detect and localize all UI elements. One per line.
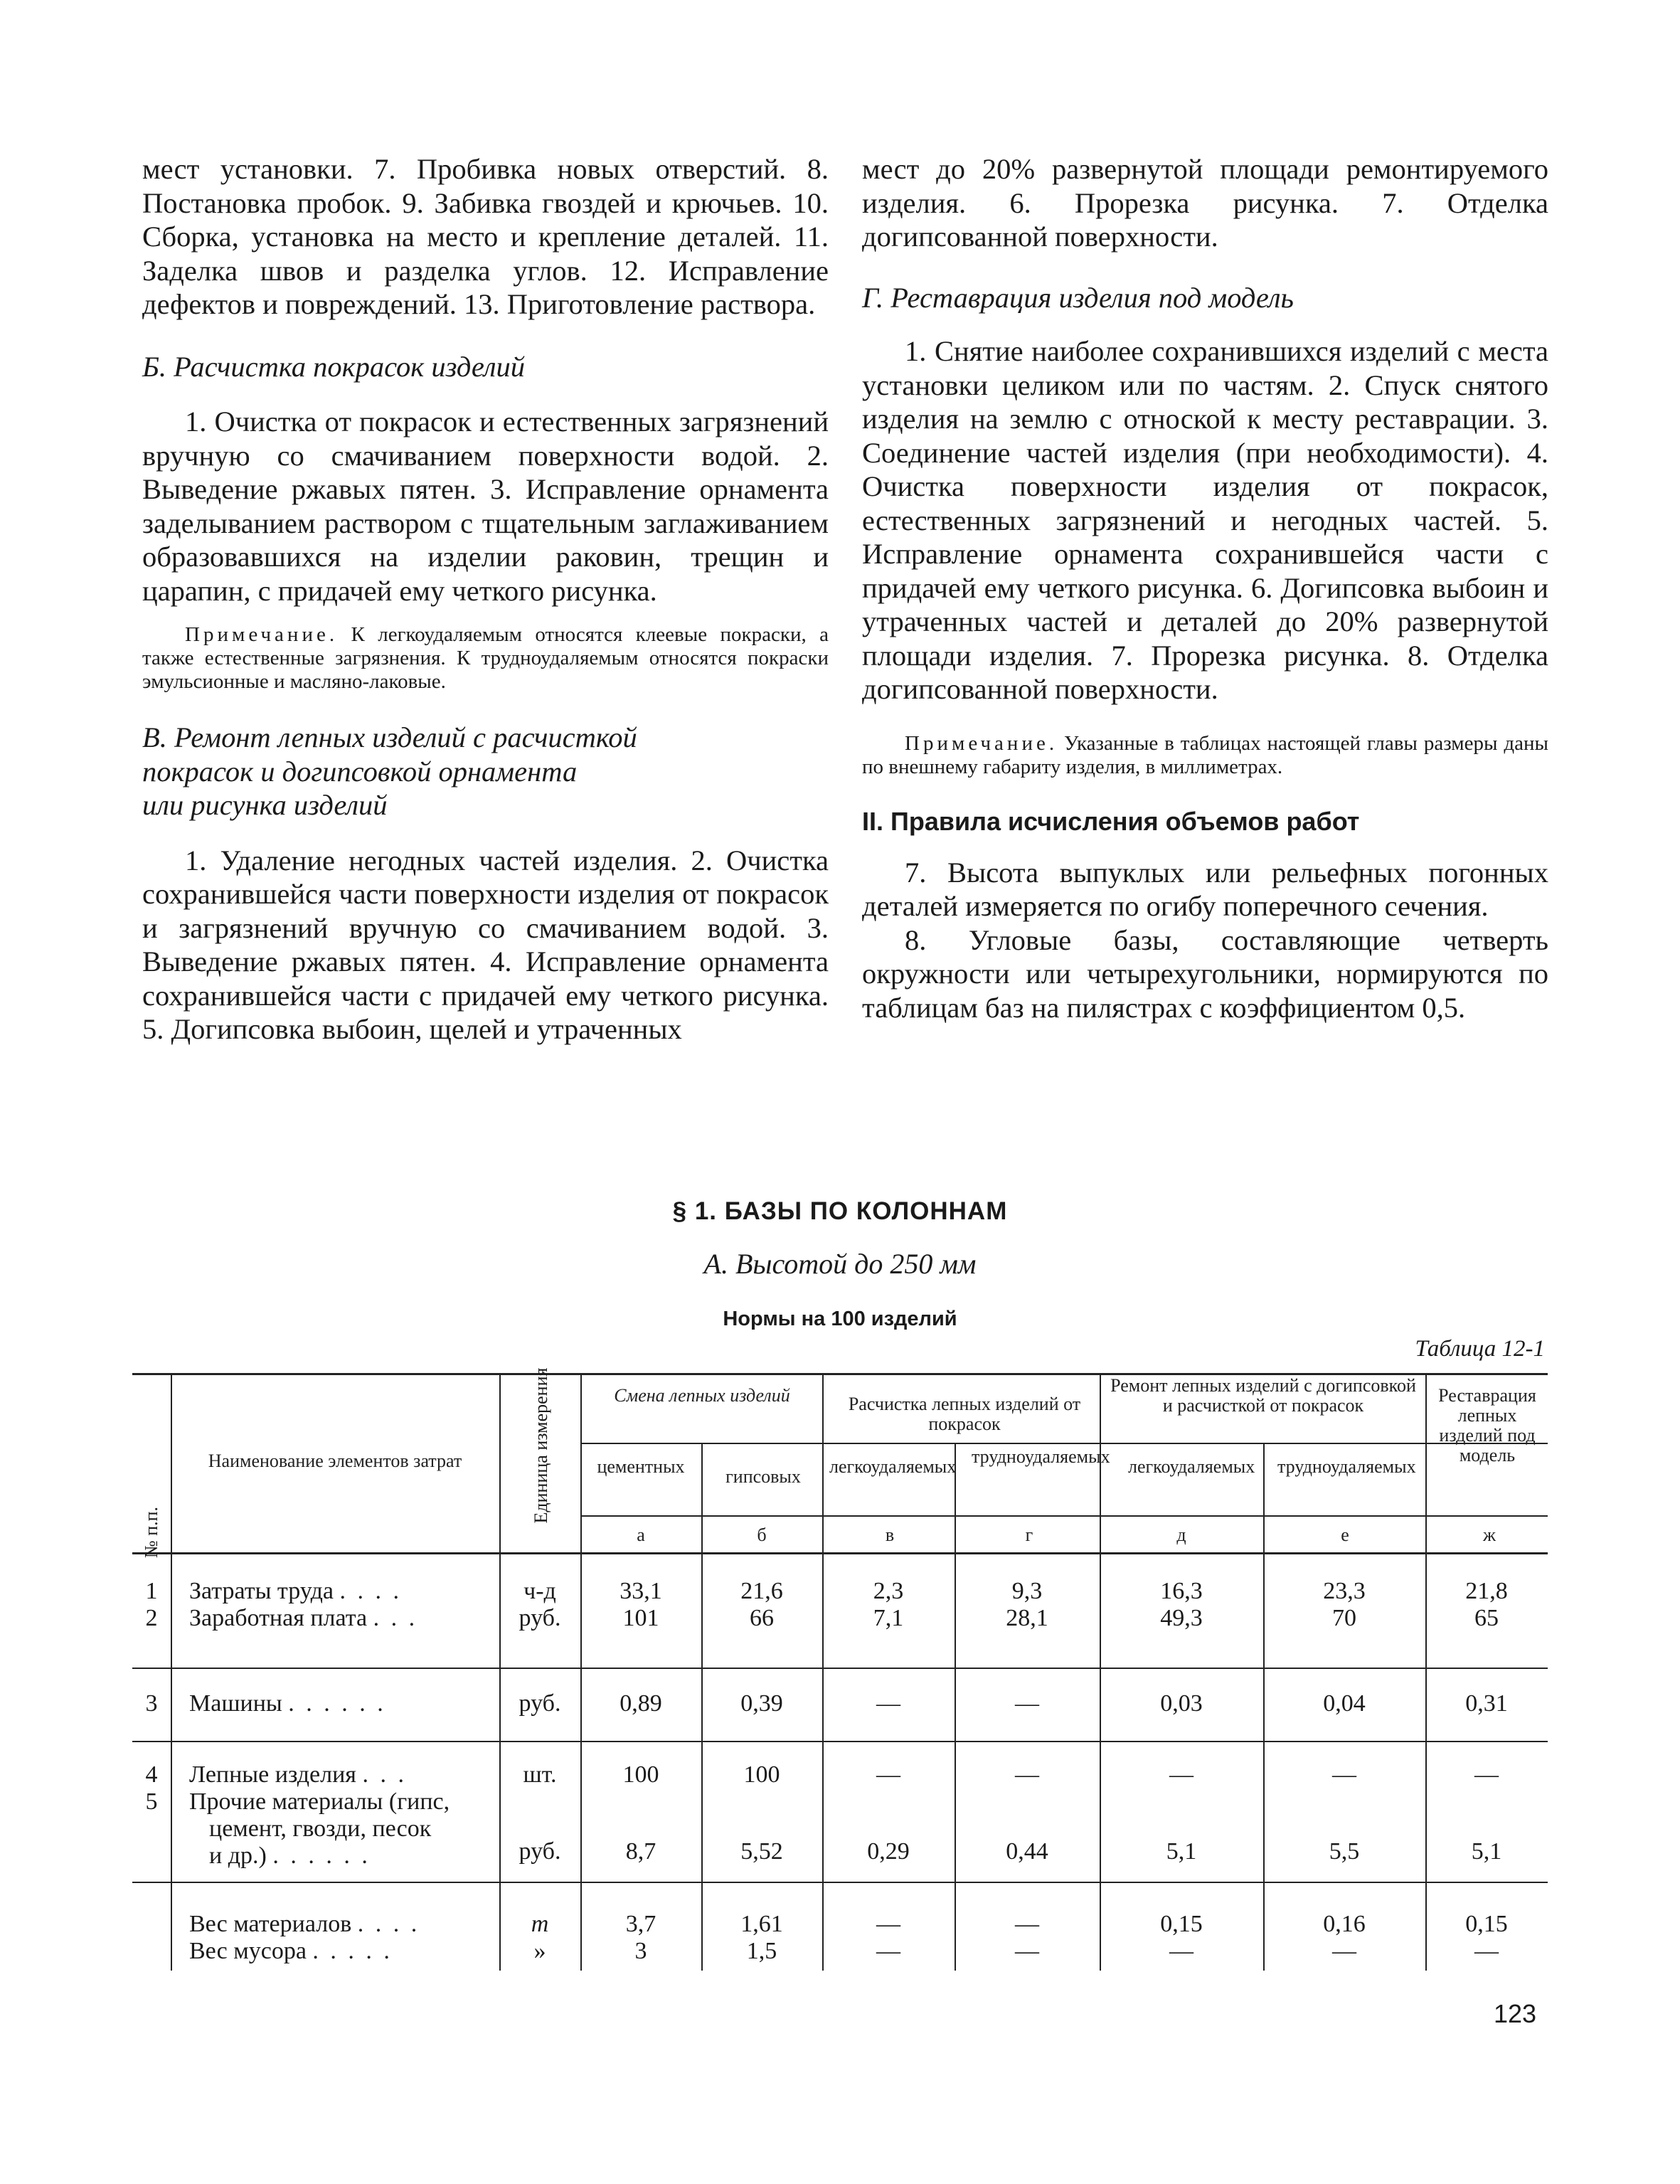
row-name — [189, 1690, 495, 1717]
cell: — — [876, 1911, 900, 1937]
rule — [132, 1668, 1548, 1669]
cell: — — [1015, 1690, 1039, 1717]
letter-b: б — [757, 1525, 767, 1545]
row-unit: руб. — [519, 1690, 561, 1717]
letter-a: а — [637, 1525, 645, 1545]
cell: 23,3 — [1323, 1578, 1366, 1604]
letter-e: е — [1341, 1525, 1349, 1545]
row-name — [189, 1938, 495, 1965]
cell: 0,89 — [620, 1690, 662, 1717]
cell: 0,16 — [1323, 1911, 1366, 1937]
cell: 49,3 — [1160, 1605, 1203, 1631]
row-name-text: Машины — [189, 1690, 282, 1717]
letter-d: д — [1176, 1525, 1186, 1545]
norms-table — [132, 1367, 1548, 1971]
cell: 5,1 — [1471, 1838, 1502, 1865]
row-name-line1: Прочие материалы (гипс, — [189, 1788, 450, 1815]
row-unit: ч-д — [523, 1578, 556, 1604]
left-column — [142, 152, 829, 1046]
cell: — — [876, 1690, 900, 1717]
letter-g: г — [1025, 1525, 1033, 1545]
cell: — — [1015, 1911, 1039, 1937]
cell: 1,5 — [746, 1938, 777, 1964]
cell: 0,29 — [867, 1838, 910, 1865]
norms-label: Нормы на 100 изделий — [723, 1308, 957, 1330]
rule — [822, 1373, 824, 1971]
leader-dots: . . . . . — [312, 1938, 393, 1964]
page-number: 123 — [1494, 1999, 1537, 2028]
cell: 0,39 — [740, 1690, 783, 1717]
note-label: Примечание. — [905, 731, 1058, 755]
cell: 100 — [622, 1761, 659, 1788]
table-number: Таблица 12-1 — [1415, 1336, 1545, 1362]
cell: 0,31 — [1465, 1690, 1508, 1717]
row-num: 3 — [145, 1690, 158, 1717]
header-easy-removable: легкоудаляемых — [829, 1456, 957, 1477]
cell: — — [1474, 1761, 1499, 1788]
cell: — — [1015, 1938, 1039, 1964]
header-hard-removable: трудноудаляемых — [1277, 1456, 1416, 1477]
cell: — — [1474, 1938, 1499, 1964]
row-num: 5 — [145, 1788, 158, 1815]
row-name-text: Вес мусора — [189, 1938, 307, 1964]
row-unit: шт. — [523, 1761, 557, 1788]
leader-dots: . . . . — [357, 1911, 420, 1937]
leader-dots: . . . . . . — [272, 1843, 371, 1869]
row-num: 2 — [145, 1605, 158, 1631]
section-heading: II. Правила исчисления объемов работ — [862, 806, 1360, 836]
row-name-text: Затраты труда — [189, 1578, 334, 1604]
paragraph: 1. Удаление негодных частей изделия. 2. Очистка сохранившейся части поверхности изделия от покрасок и загрязнений вручную со смачиванием водой. 3. Выведение ржавых пятен. 4. Исправление орнамента сохранившейся части с придачей ему четкого рисунка. 5. Догипсовка выбоин, щелей и утраченных — [142, 844, 829, 1045]
cell: 9,3 — [1011, 1578, 1043, 1604]
rule — [499, 1373, 501, 1971]
row-num: 4 — [145, 1761, 158, 1788]
cell: 21,6 — [740, 1578, 783, 1604]
rule — [132, 1741, 1548, 1742]
section-title: § 1. БАЗЫ ПО КОЛОННАМ — [672, 1197, 1008, 1225]
leader-dots: . . . . — [339, 1578, 403, 1604]
cell: 101 — [622, 1605, 659, 1631]
cell: — — [876, 1761, 900, 1788]
paragraph: мест установки. 7. Пробивка новых отверстий. 8. Постановка пробок. 9. Забивка гвоздей и крючьев. 10. Сборка, установка на место и крепление деталей. 11. Заделка швов и разделка углов. 12. Исправление дефектов и повреждений. 13. Приготовление раствора. — [142, 153, 829, 320]
row-name-line2: цемент, гвозди, песок — [209, 1815, 432, 1842]
leader-dots: . . . . . . — [288, 1690, 386, 1717]
header-name: Наименование элементов затрат — [208, 1451, 462, 1471]
cell: 1,61 — [740, 1911, 783, 1937]
header-num: № п.п. — [141, 1506, 161, 1559]
cell: 0,03 — [1160, 1690, 1203, 1717]
row-name-text: Лепные изделия — [189, 1761, 356, 1788]
paragraph: 1. Снятие наиболее сохранившихся изделий с места установки целиком или по частям. 2. Спуск снятого изделия на землю с отноской к месту реставрации. 3. Соединение частей изделия (при необходимости). 4. Очистка поверхности изделия от покрасок, естественных загрязнений и негодных частей. 5. Исправление орнамента сохранившейся части с придачей ему четкого рисунка. 6. Догипсовка выбоин и утраченных частей и деталей до 20% развернутой площади изделия. 7. Прорезка рисунка. 8. Отделка догипсованной поверхности. — [862, 335, 1548, 705]
paragraph: 1. Очистка от покрасок и естественных загрязнений вручную со смачиванием поверхности водой. 2. Выведение ржавых пятен. 3. Исправление орнамента заделыванием раствором с тщательным заглаживанием образовавшихся на изделии раковин, трещин и царапин, с придачей ему четкого рисунка. — [142, 405, 829, 607]
rule — [580, 1373, 582, 1971]
note-text: К легкоудаляемым относятся клеевые покраски, а также естественные загрязнения. К трудноудаляемым относятся покраски эмульсионные и масляно-лаковые. — [142, 623, 829, 693]
rule — [580, 1515, 1548, 1517]
cell: 16,3 — [1160, 1578, 1203, 1604]
row-num: 1 — [145, 1578, 158, 1604]
header-group-replacement: Смена лепных изделий — [614, 1385, 790, 1406]
row-unit: руб. — [519, 1838, 561, 1865]
heading-b: Б. Расчистка покрасок изделий — [142, 350, 525, 383]
cell: 8,7 — [625, 1838, 656, 1865]
header-unit: Единица измерения — [531, 1367, 551, 1524]
cell: 0,04 — [1323, 1690, 1366, 1717]
row-name-text: и др.) — [209, 1843, 267, 1869]
row-name-text: Заработная плата — [189, 1605, 368, 1631]
header-group-repair: Ремонт лепных изделий с догипсовкой и расчисткой от покрасок — [1110, 1375, 1416, 1416]
right-column — [862, 152, 1548, 1024]
header-gypsum: гипсовых — [725, 1466, 801, 1487]
cell: — — [1332, 1761, 1356, 1788]
heading-v-line3: или рисунка изделий — [142, 789, 388, 821]
paragraph: 7. Высота выпуклых или рельефных погонных деталей измеряется по огибу поперечного сечения. — [862, 856, 1548, 922]
row-name — [189, 1578, 495, 1605]
header-group-cleaning: Расчистка лепных изделий от покрасок — [848, 1394, 1081, 1434]
section-subtitle: А. Высотой до 250 мм — [703, 1248, 977, 1280]
leader-dots: . . . — [373, 1605, 418, 1631]
cell: 33,1 — [620, 1578, 662, 1604]
letter-v: в — [885, 1525, 895, 1545]
cell: 7,1 — [873, 1605, 904, 1631]
cell: 0,15 — [1465, 1911, 1508, 1937]
row-unit: т — [531, 1911, 549, 1937]
cell: — — [1015, 1761, 1039, 1788]
leader-dots: . . . — [362, 1761, 407, 1788]
cell: — — [1332, 1938, 1356, 1964]
cell: 5,1 — [1166, 1838, 1197, 1865]
header-group-restoration: Реставрация лепных изделий под модель — [1438, 1385, 1536, 1465]
note-text: Указанные в таблицах настоящей главы размеры даны по внешнему габариту изделия, в миллиметрах. — [862, 731, 1548, 778]
row-unit: руб. — [519, 1605, 561, 1631]
heading-g: Г. Реставрация изделия под модель — [862, 281, 1294, 314]
row-name-line3 — [209, 1843, 494, 1870]
header-hard-removable: трудноудаляемых — [972, 1446, 1110, 1467]
rule — [132, 1882, 1548, 1883]
cell: — — [1169, 1938, 1193, 1964]
cell: 0,15 — [1160, 1911, 1203, 1937]
cell: 70 — [1332, 1605, 1356, 1631]
cell: 3 — [634, 1938, 647, 1964]
note — [862, 732, 1548, 779]
note — [142, 623, 829, 694]
cell: 100 — [743, 1761, 780, 1788]
rule — [1425, 1373, 1427, 1971]
cell: — — [1169, 1761, 1193, 1788]
rule — [171, 1373, 172, 1971]
row-name — [189, 1761, 495, 1788]
header-easy-removable: легкоудаляемых — [1128, 1456, 1255, 1477]
heading-v-line2: покрасок и догипсовкой орнамента — [142, 755, 578, 788]
paragraph: 8. Угловые базы, составляющие четверть окружности или четырехугольники, нормируются по таблицам баз на пилястрах с коэффициентом 0,5. — [862, 923, 1548, 1024]
cell: 3,7 — [625, 1911, 656, 1937]
rule — [132, 1552, 1548, 1554]
cell: 28,1 — [1006, 1605, 1048, 1631]
cell: 0,44 — [1006, 1838, 1048, 1865]
cell: 65 — [1474, 1605, 1499, 1631]
row-name — [189, 1605, 495, 1632]
cell: 5,52 — [740, 1838, 783, 1865]
cell: 66 — [750, 1605, 774, 1631]
paragraph: мест до 20% развернутой площади ремонтируемого изделия. 6. Прорезка рисунка. 7. Отделка догипсованной поверхности. — [862, 153, 1548, 253]
heading-v-line1: В. Ремонт лепных изделий с расчисткой — [142, 721, 637, 753]
header-cement: цементных — [597, 1456, 685, 1477]
cell: 2,3 — [873, 1578, 904, 1604]
rule — [580, 1443, 1548, 1444]
cell: 5,5 — [1329, 1838, 1360, 1865]
row-name — [189, 1911, 495, 1938]
letter-zh: ж — [1483, 1525, 1496, 1545]
cell: 21,8 — [1465, 1578, 1508, 1604]
row-name-text: Вес материалов — [189, 1911, 352, 1937]
cell: — — [876, 1938, 900, 1964]
note-label: Примечание. — [185, 623, 339, 646]
row-unit: » — [533, 1938, 546, 1964]
